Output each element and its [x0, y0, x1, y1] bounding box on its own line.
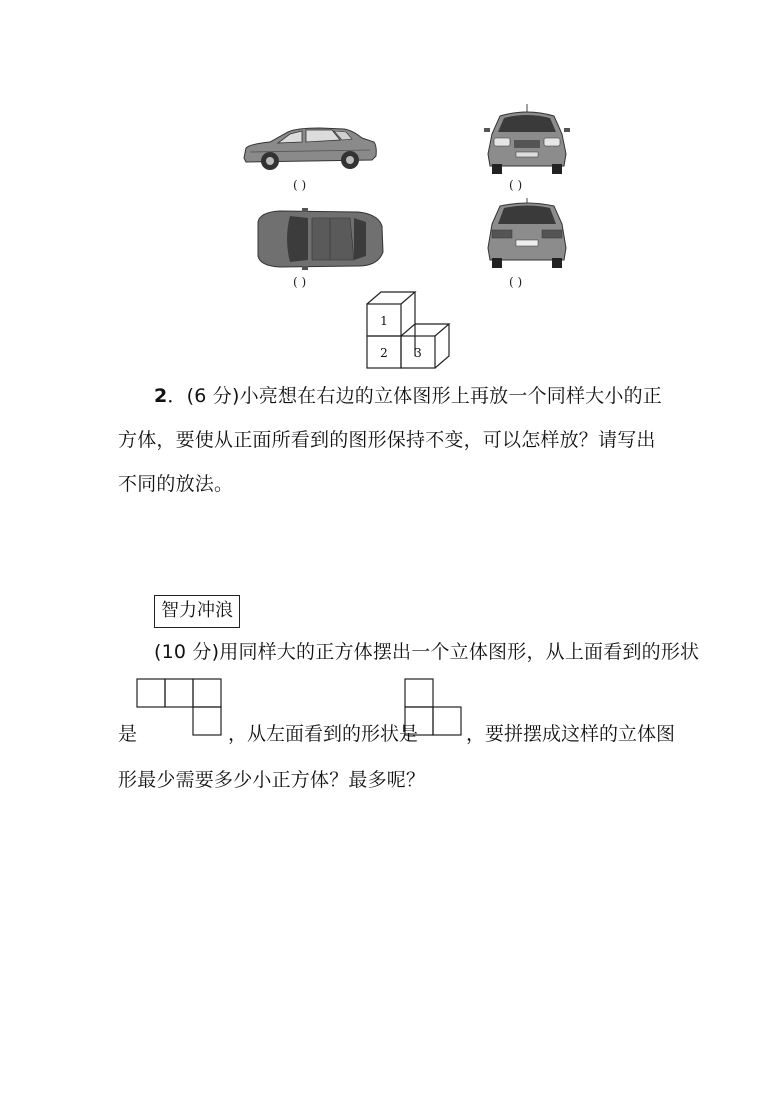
car-side-image — [240, 120, 380, 176]
answer-blank-top[interactable]: ( ) — [293, 275, 307, 289]
question-3-line2: 形最少需要多少小正方体？最多呢？ — [118, 769, 426, 791]
answer-blank-front[interactable]: ( ) — [509, 178, 523, 192]
car-side-view — [240, 120, 380, 176]
question-3-seg-b: ，从左面看到的形状是 — [228, 723, 419, 745]
car-top-image — [250, 208, 386, 270]
question-3-line1: (10 分)用同样大的正方体摆出一个立体图形，从上面看到的形状 — [154, 641, 700, 663]
car-top-view — [250, 208, 386, 270]
cube-figure — [365, 290, 457, 370]
question-2-text: ．(6 分)小亮想在右边的立体图形上再放一个同样大小的正方体，要使从正面所看到的图形保持不变，可以怎样放？请写出不同的放法。 — [118, 385, 662, 495]
answer-blank-side[interactable]: ( ) — [293, 178, 307, 192]
question-3-seg-c: ，要拼摆成这样的立体图 — [466, 723, 676, 745]
top-view-shape — [136, 678, 226, 740]
cube-figure-svg — [365, 290, 457, 370]
answer-blank-back[interactable]: ( ) — [509, 275, 523, 289]
top-view-grid — [136, 678, 226, 740]
cube-label-3: 3 — [414, 346, 422, 360]
car-back-view — [482, 198, 572, 268]
question-2 — [118, 374, 668, 506]
car-back-image — [482, 198, 572, 268]
question-2-number: 2 — [154, 385, 168, 407]
cube-label-1: 1 — [380, 314, 388, 328]
car-front-image — [484, 104, 570, 174]
car-front-view — [484, 104, 570, 174]
cube-label-2: 2 — [380, 346, 388, 360]
question-3-seg-a: 是 — [118, 723, 138, 745]
section-tag: 智力冲浪 — [154, 595, 240, 628]
